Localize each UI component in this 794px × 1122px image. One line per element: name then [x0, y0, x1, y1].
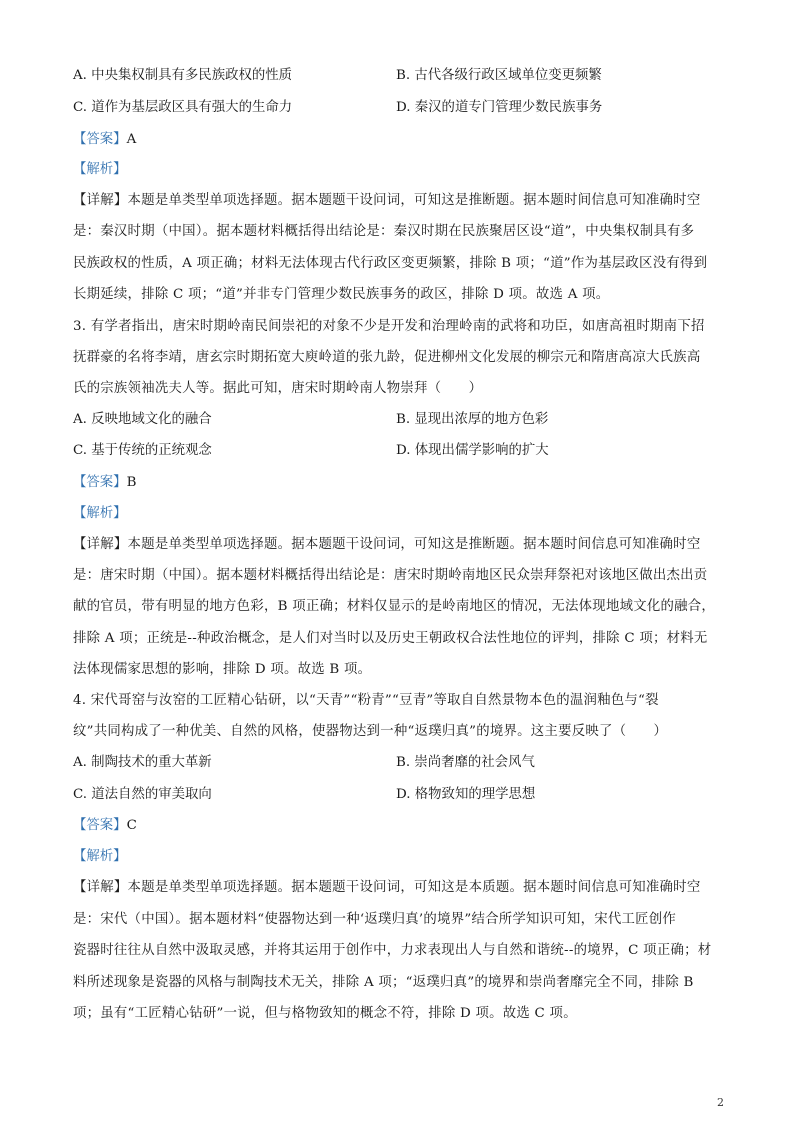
q4-detail-line-1: 【详解】本题是单类型单项选择题。据本题题干设问词，可知这是本质题。据本题时间信息可知准确时空	[73, 880, 701, 895]
q3-analysis-label: 【解析】	[73, 506, 127, 521]
answer-label: 【答案】	[73, 475, 127, 490]
answer-value: A	[126, 132, 137, 147]
q3-option-d: D. 体现出儒学影响的扩大	[396, 443, 549, 458]
q2-detail-line-4: 长期延续，排除 C 项；“道”并非专门管理少数民族事务的政区，排除 D 项。故选 A 项。	[73, 287, 610, 302]
q4-analysis-label: 【解析】	[73, 849, 127, 864]
q2-option-b: B. 古代各级行政区域单位变更频繁	[396, 68, 602, 83]
q3-option-b: B. 显现出浓厚的地方色彩	[396, 412, 549, 427]
q3-stem-line-1: 3. 有学者指出，唐宋时期岭南民间崇祀的对象不少是开发和治理岭南的武将和功臣，如唐高祖时期南下招	[73, 319, 705, 334]
q3-stem-line-2: 抚群豪的名将李靖，唐玄宗时期拓宽大庾岭道的张九龄，促进柳州文化发展的柳宗元和隋唐高凉大氏族高	[73, 350, 701, 365]
q4-detail-line-4: 料所述现象是瓷器的风格与制陶技术无关，排除 A 项；“返璞归真”的境界和崇尚奢靡完全不同，排除 B	[73, 975, 694, 990]
q4-option-c: C. 道法自然的审美取向	[73, 787, 212, 802]
q4-option-b: B. 崇尚奢靡的社会风气	[396, 755, 535, 770]
answer-value: C	[126, 818, 137, 833]
q3-detail-line-5: 法体现儒家思想的影响，排除 D 项。故选 B 项。	[73, 662, 372, 677]
q3-detail-line-2: 是：唐宋时期（中国）。据本题材料概括得出结论是：唐宋时期岭南地区民众崇拜祭祀对该地区做出杰出贡	[73, 568, 708, 583]
q4-detail-line-5: 项；虽有“工匠精心钻研”一说，但与格物致知的概念不符，排除 D 项。故选 C 项。	[73, 1006, 577, 1021]
q4-option-a: A. 制陶技术的重大革新	[73, 755, 212, 770]
q2-option-c: C. 道作为基层政区具有强大的生命力	[73, 100, 293, 115]
q2-analysis-label: 【解析】	[73, 162, 127, 177]
q4-option-d: D. 格物致知的理学思想	[396, 787, 536, 802]
q2-answer	[73, 130, 136, 150]
q2-detail-line-3: 民族政权的性质，A 项正确；材料无法体现古代行政区变更频繁，排除 B 项；“道”作为基层政区没有得到	[73, 256, 708, 271]
q2-detail-line-2: 是：秦汉时期（中国）。据本题材料概括得出结论是：秦汉时期在民族聚居区设“道”，中央集权制具有多	[73, 224, 695, 239]
q4-detail-line-3: 瓷器时往往从自然中汲取灵感，并将其运用于创作中，力求表现出人与自然和谐统--的境界，C 项正确；材	[73, 943, 712, 958]
q3-option-a: A. 反映地域文化的融合	[73, 412, 212, 427]
q3-stem-line-3: 氏的宗族领袖冼夫人等。据此可知，唐宋时期岭南人物崇拜（ ）	[73, 381, 483, 396]
q3-detail-line-1: 【详解】本题是单类型单项选择题。据本题题干设问词，可知这是推断题。据本题时间信息可知准确时空	[73, 537, 701, 552]
q3-detail-line-3: 献的官员，带有明显的地方色彩，B 项正确；材料仅显示的是岭南地区的情况，无法体现地域文化的融合，	[73, 599, 716, 614]
q4-detail-line-2: 是：宋代（中国）。据本题材料“使器物达到一种‘返璞归真’的境界”结合所学知识可知，宋代工匠创作	[73, 912, 677, 927]
q2-option-d: D. 秦汉的道专门管理少数民族事务	[396, 100, 603, 115]
q4-answer	[73, 816, 137, 836]
q3-answer	[73, 473, 136, 493]
q2-detail-line-1: 【详解】本题是单类型单项选择题。据本题题干设问词，可知这是推断题。据本题时间信息可知准确时空	[73, 193, 701, 208]
q3-option-c: C. 基于传统的正统观念	[73, 443, 212, 458]
answer-label: 【答案】	[73, 132, 127, 147]
q4-stem-line-1: 4. 宋代哥窑与汝窑的工匠精心钻研，以“天青”“粉青”“豆青”等取自自然景物本色的温润釉色与“裂	[73, 693, 659, 708]
answer-label: 【答案】	[73, 818, 127, 833]
q3-detail-line-4: 排除 A 项；正统是--种政治概念，是人们对当时以及历史王朝政权合法性地位的评判，排除 C 项；材料无	[73, 631, 708, 646]
q2-option-a: A. 中央集权制具有多民族政权的性质	[73, 68, 293, 83]
answer-value: B	[126, 475, 137, 490]
q4-stem-line-2: 纹”共同构成了一种优美、自然的风格，使器物达到一种“返璞归真”的境界。这主要反映了（ ）	[73, 724, 668, 739]
page-number: 2	[717, 1096, 724, 1109]
